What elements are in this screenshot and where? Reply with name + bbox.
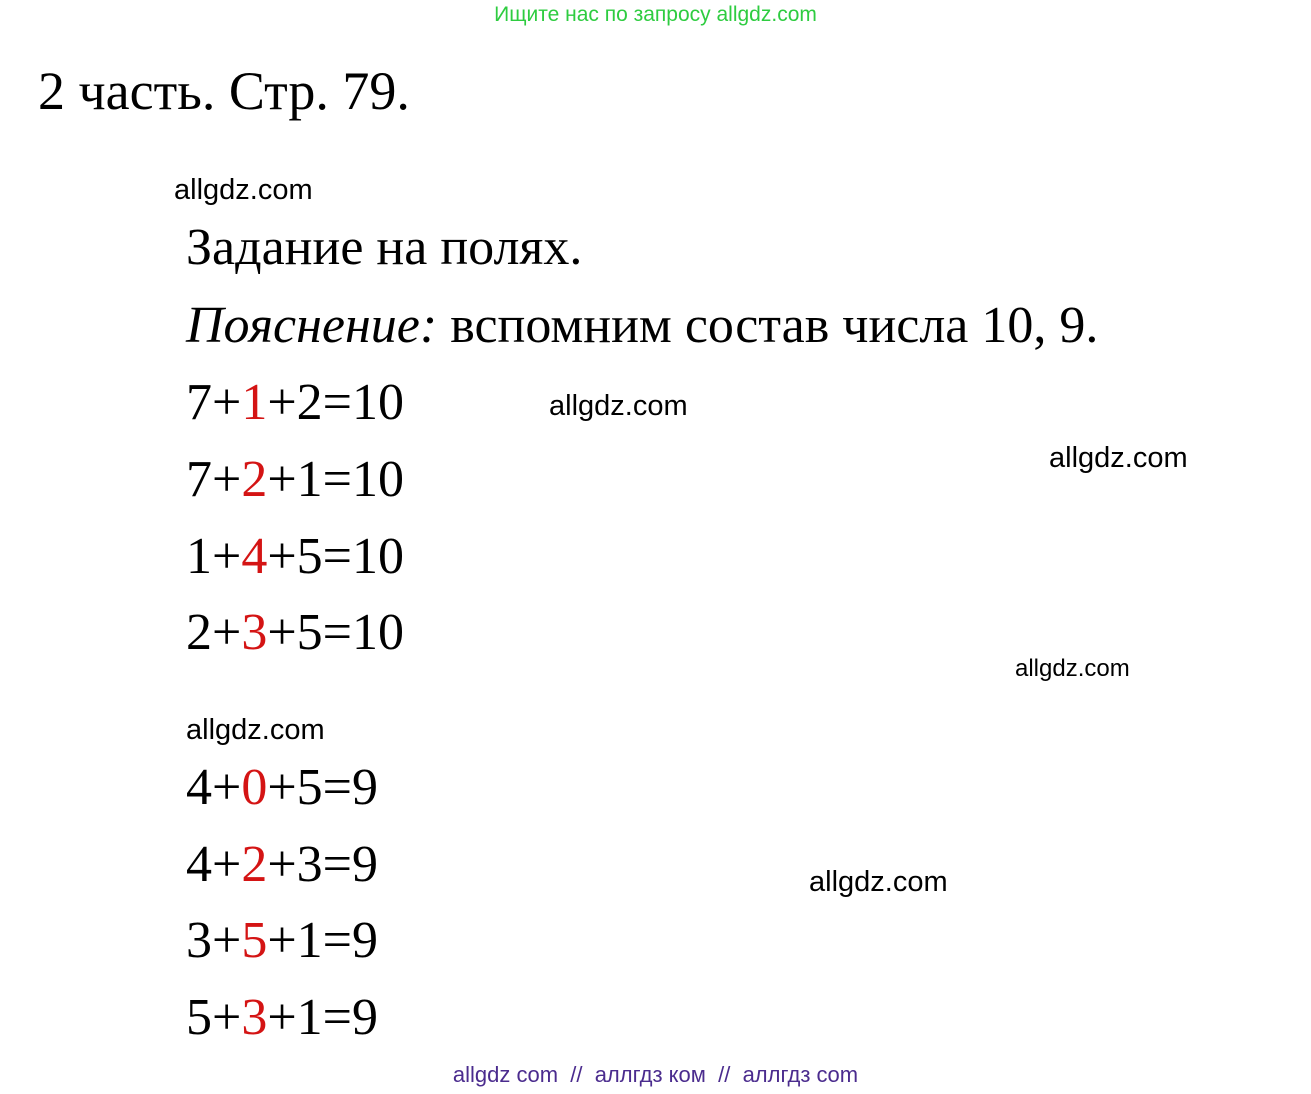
watermark: allgdz.com: [1015, 655, 1130, 682]
equation-right: +1=10: [267, 451, 404, 508]
equation-row: [186, 988, 378, 1047]
explanation-text: вспомним состав числа 10, 9.: [437, 297, 1099, 354]
task-heading: Задание на полях.: [186, 219, 583, 276]
equation-row: [186, 527, 404, 586]
equation-left: 3+: [186, 912, 242, 969]
equation-row: [186, 758, 378, 817]
equation-right: +5=10: [267, 528, 404, 585]
equation-left: 7+: [186, 451, 242, 508]
watermark: allgdz.com: [1049, 442, 1188, 474]
missing-number: 2: [241, 451, 268, 508]
equation-right: +1=9: [267, 912, 378, 969]
search-hint-banner: Ищите нас по запросу allgdz.com: [494, 3, 817, 26]
equation-left: 1+: [186, 528, 242, 585]
missing-number: 3: [241, 604, 268, 661]
explanation: [186, 296, 1098, 355]
footer-watermark: allgdz com // аллгдз ком // аллгдз com: [452, 1062, 859, 1087]
equation-left: 7+: [186, 374, 242, 431]
equation-row: [186, 450, 404, 509]
watermark: allgdz.com: [809, 866, 948, 898]
equation-left: 5+: [186, 989, 242, 1046]
equation-right: +5=9: [267, 759, 378, 816]
equation-right: +1=9: [267, 989, 378, 1046]
equation-left: 2+: [186, 604, 242, 661]
watermark: allgdz.com: [549, 390, 688, 422]
missing-number: 2: [241, 836, 268, 893]
equation-left: 4+: [186, 836, 242, 893]
equation-row: [186, 603, 404, 662]
equation-right: +5=10: [267, 604, 404, 661]
equation-right: +3=9: [267, 836, 378, 893]
missing-number: 0: [241, 759, 268, 816]
equation-right: +2=10: [267, 374, 404, 431]
watermark: allgdz.com: [174, 174, 313, 206]
watermark: allgdz.com: [186, 714, 325, 746]
equation-row: [186, 373, 404, 432]
equation-row: [186, 835, 378, 894]
equation-left: 4+: [186, 759, 242, 816]
missing-number: 4: [241, 528, 268, 585]
missing-number: 5: [241, 912, 268, 969]
page-title: 2 часть. Стр. 79.: [38, 61, 410, 121]
missing-number: 3: [241, 989, 268, 1046]
equation-row: [186, 911, 378, 970]
explanation-label: Пояснение:: [186, 297, 438, 354]
missing-number: 1: [241, 374, 268, 431]
